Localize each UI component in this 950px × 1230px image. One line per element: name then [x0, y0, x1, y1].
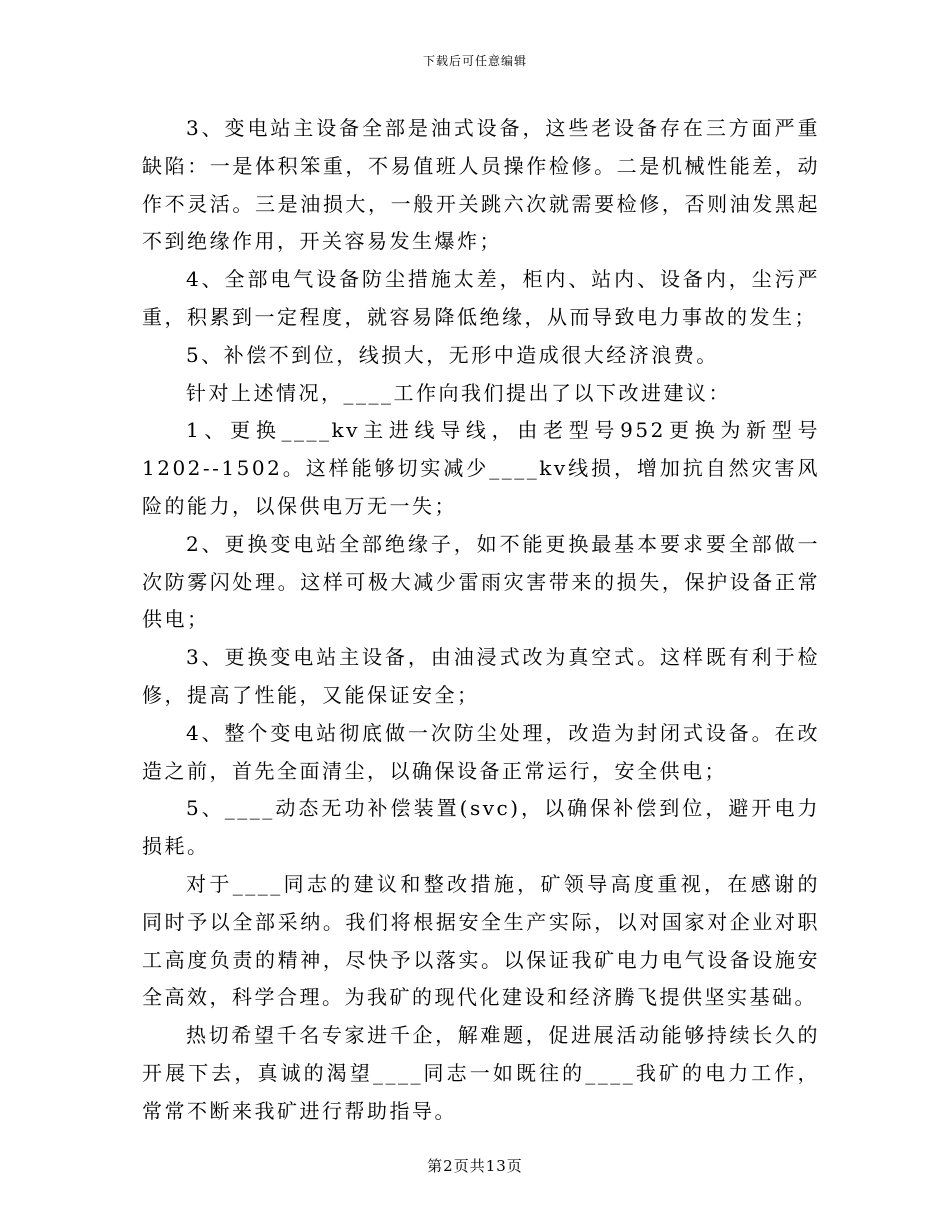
paragraph: 4、整个变电站彻底做一次防尘处理，改造为封闭式设备。在改造之前，首先全面清尘，以确保设备正常运行，安全供电； [142, 720, 820, 783]
paragraph: 5、____动态无功补偿装置(svc)，以确保补偿到位，避开电力损耗。 [142, 796, 820, 859]
paragraph: 5、补偿不到位，线损大，无形中造成很大经济浪费。 [186, 342, 719, 367]
paragraph: 针对上述情况，____工作向我们提出了以下改进建议： [186, 380, 731, 405]
paragraph: 2、更换变电站全部绝缘子，如不能更换最基本要求要全部做一次防雾闪处理。这样可极大减少雷雨灾害带来的损失，保护设备正常供电； [142, 531, 820, 632]
paragraph: 1、更换____kv主进线导线，由老型号952更换为新型号1202--1502。这样能够切实减少____kv线损，增加抗自然灾害风险的能力，以保供电万无一失； [142, 418, 820, 518]
paragraph: 3、更换变电站主设备，由油浸式改为真空式。这样既有利于检修，提高了性能，又能保证安全； [142, 645, 820, 707]
page-number: 第2页共13页 [427, 1157, 523, 1175]
paragraph: 对于____同志的建议和整改措施，矿领导高度重视，在感谢的同时予以全部采纳。我们将根据安全生产实际，以对国家对企业对职工高度负责的精神，尽快予以落实。以保证我矿电力电气设备设施安全高效，科学合理。为我矿的现代化建设和经济腾飞提供坚实基础。 [142, 871, 820, 1010]
paragraph: 热切希望千名专家进千企，解难题，促进展活动能够持续长久的开展下去，真诚的渴望____同志一如既往的____我矿的电力工作，常常不断来我矿进行帮助指导。 [142, 1023, 820, 1123]
document-body [142, 110, 820, 1131]
paragraph: 3、变电站主设备全部是油式设备，这些老设备存在三方面严重缺陷：一是体积笨重，不易值班人员操作检修。二是机械性能差，动作不灵活。三是油损大，一般开关跳六次就需要检修，否则油发黑起不到绝缘作用，开关容易发生爆炸； [142, 116, 820, 254]
page-header: 下载后可任意编辑 [422, 54, 527, 68]
paragraph: 4、全部电气设备防尘措施太差，柜内、站内、设备内，尘污严重，积累到一定程度，就容易降低绝缘，从而导致电力事故的发生； [142, 267, 820, 329]
